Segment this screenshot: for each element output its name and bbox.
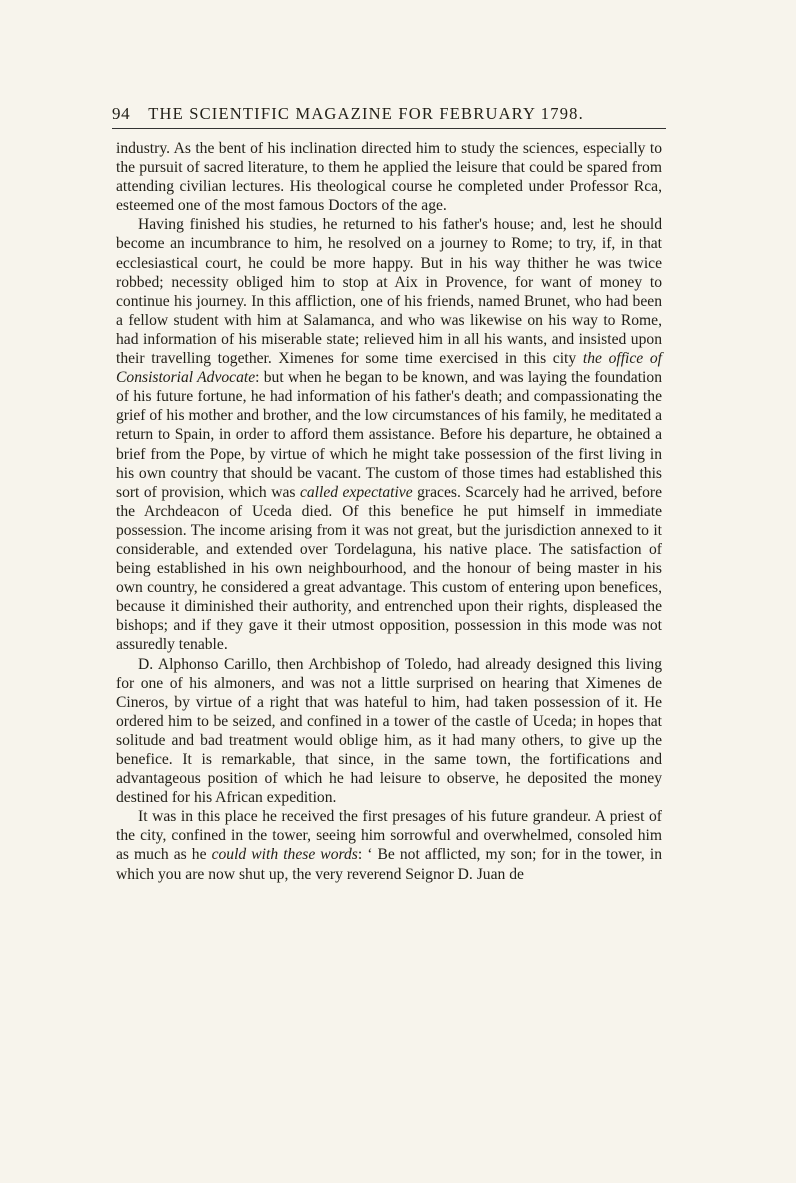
text-run: industry. As the bent of his inclination directed him to study the sciences, especially to the pursuit of sacred literature, to them he applied the leisure that could be spared from attending civilian lectures. His theological course he completed under Professor Rca, esteemed one of the most famous Doctors of the age. [116,140,662,215]
italic-text: called expectative [299,483,413,501]
body-text [116,139,662,884]
running-header [112,104,660,124]
paragraph [116,215,662,654]
header-rule [112,128,666,129]
paragraph [116,807,662,883]
text-run: Having finished his studies, he returned to his father's house; and, lest he should become an incumbrance to him, he resolved on a journey to Rome; to try, if, in that ecclesiastical court, he could be more happy. But in his way thither he was twice robbed; necessity obliged him to stop at Aix in Provence, for want of money to continue his journey. In this affliction, one of his friends, named Brunet, who had been a fellow student with him at Salamanca, and who was likewise on his way to Rome, had information of his miserable state; relieved him in all his wants, and insisted upon their travelling together. Ximenes for some time exercised in this city [116,216,662,368]
paragraph [116,139,662,215]
italic-text: the office of Consistorial Advocate [116,350,662,387]
italic-text: could with these words [211,846,358,864]
page-number: 94 [112,104,131,123]
text-run: : ‘ Be not afflicted, my son; for in the tower, in which you are now shut up, the very reverend Seignor D. Juan de [116,846,663,883]
text-run: It was in this place he received the first presages of his future grandeur. A priest of the city, confined in the tower, seeing him sorrowful and overwhelmed, consoled him as much as he [116,808,662,864]
running-title: THE SCIENTIFIC MAGAZINE FOR FEBRUARY 1798. [148,104,584,123]
text-run: graces. Scarcely had he arrived, before the Archdeacon of Uceda died. Of this benefice he put himself in immediate possession. The income arising from it was not great, but the jurisdiction annexed to it considerable, and extended over Tordelaguna, his native place. The satisfaction of being established in his own neighbourhood, and the honour of being master in his own country, he considered a great advantage. This custom of entering upon benefices, because it diminished their authority, and entrenched upon their rights, displeased the bishops; and if they gave it their utmost opposition, possession in this mode was not assuredly tenable. [116,483,663,654]
text-run: : but when he began to be known, and was laying the foundation of his future fortune, he had information of his father's death; and compassionating the grief of his mother and brother, and the low circumstances of his family, he meditated a return to Spain, in order to afford them assistance. Before his departure, he obtained a brief from the Pope, by virtue of which he might take possession of the first living in his own country that should be vacant. The custom of those times had established this sort of provision, which was [116,369,662,501]
paragraph [116,655,662,808]
text-run: D. Alphonso Carillo, then Archbishop of Toledo, had already designed this living for one of his almoners, and was not a little surprised on hearing that Ximenes de Cineros, by virtue of a right that was hateful to him, had taken possession of it. He ordered him to be seized, and confined in a tower of the castle of Uceda; in hopes that solitude and bad treatment would oblige him, as it had many others, to give up the benefice. It is remarkable, that since, in the same town, the fortifications and advantageous position of which he had leisure to observe, he deposited the money destined for his African expedition. [116,655,662,807]
